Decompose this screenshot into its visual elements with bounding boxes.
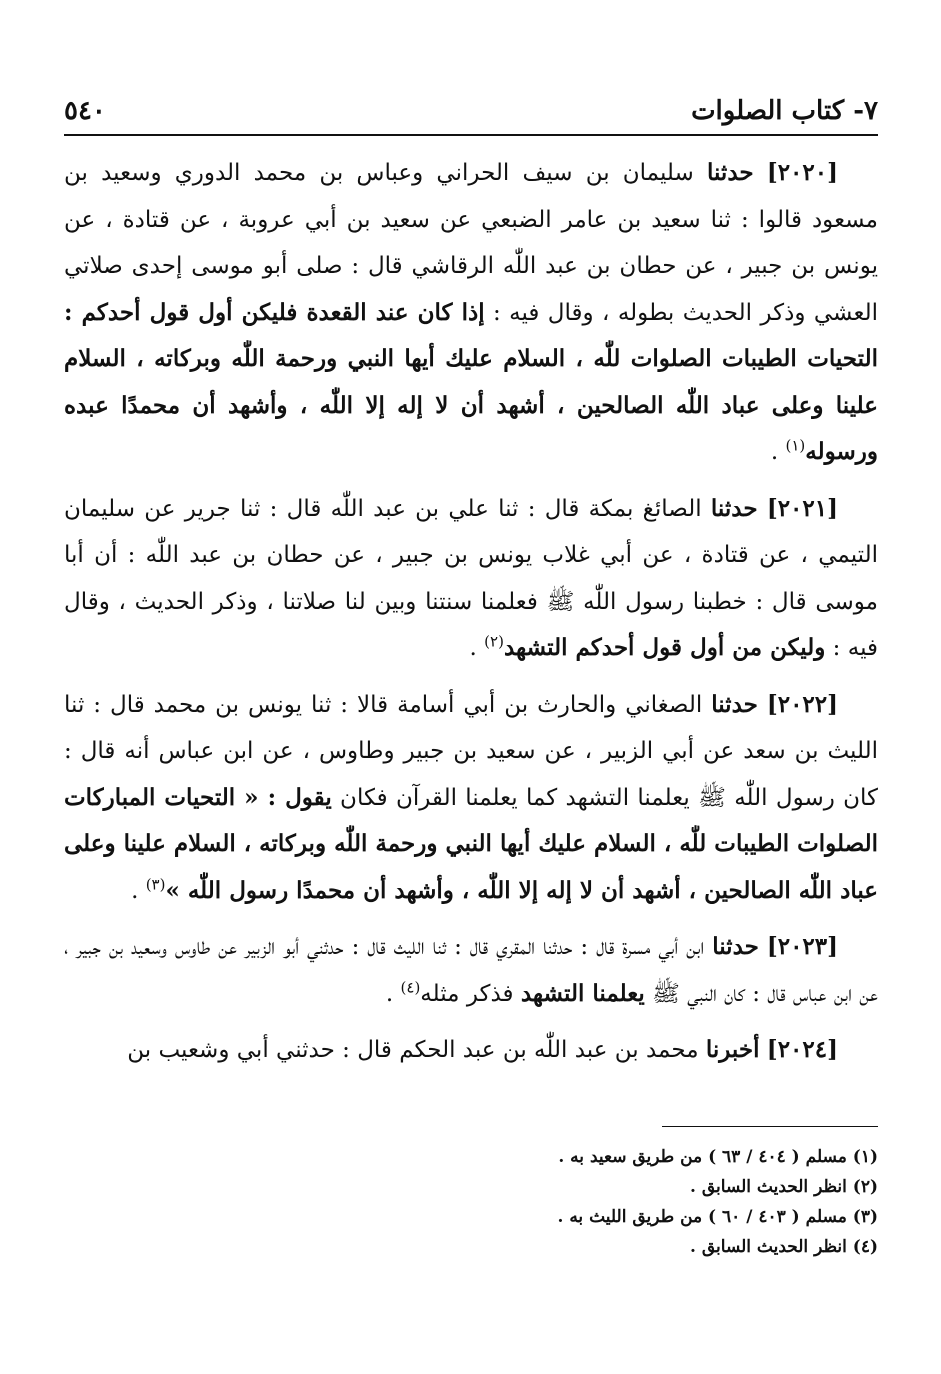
hadith-chain-tail: فذكر مثله: [420, 980, 514, 1007]
hadith-chain: الصائغ بمكة قال : ثنا علي بن عبد اللّٰه قال : ثنا جرير عن سليمان التيمي ، عن قتادة ، عن أبي غلاب يونس بن جبير ، عن حطان بن عبد اللّٰه : أن أبا موسى قال : خطبنا رسول اللّٰه ﷺ فعلمنا سنتنا وبين لنا صلاتنا ، وذكر الحديث ، وقال فيه :: [64, 495, 878, 661]
hadith-2024: [64, 1027, 878, 1074]
hadith-end: .: [770, 439, 786, 465]
footnote-ref[interactable]: (٢): [484, 632, 504, 651]
hadith-end: .: [469, 635, 485, 661]
hadith-end: .: [131, 877, 146, 904]
main-text: [64, 150, 878, 1084]
hadith-lead: أخبرنا: [705, 1036, 760, 1063]
header-divider: [64, 134, 878, 136]
hadith-lead: حدثنا: [710, 494, 758, 522]
hadith-lead: حدثنا: [706, 159, 754, 186]
footnotes: [64, 1142, 878, 1262]
hadith-matn: وليكن من أول قول أحدكم التشهد: [503, 634, 826, 661]
footnote-3: (٣) مسلم ( ٤٠٣ / ٦٠ ) من طريق الليث به .: [557, 1207, 878, 1227]
hadith-number: [٢٠٢٢]: [766, 690, 839, 718]
hadith-2020: [64, 150, 878, 476]
hadith-number: [٢٠٢٤]: [766, 1036, 838, 1063]
hadith-chain: سليمان بن سيف الحراني وعباس بن محمد الدوري وسعيد بن مسعود قالوا : ثنا سعيد بن عامر الضبعي عن سعيد بن أبي عروبة ، عن قتادة ، عن يونس بن جبير ، عن حطان بن عبد اللّٰه الرقاشي قال : صلى أبو موسى إحدى صلاتي العشي وذكر الحديث بطوله ، وقال فيه :: [64, 160, 879, 326]
page-number: ٥٤٠: [64, 96, 106, 126]
hadith-lead: حدثنا: [711, 690, 758, 718]
hadith-2022: [64, 682, 878, 915]
hadith-2021: [64, 486, 878, 672]
hadith-matn: إذا كان عند القعدة فليكن أول قول أحدكم : التحيات الطيبات الصلوات للّٰه ، السلام عليك أيها النبي ورحمة اللّٰه وبركاته ، السلام علينا وعلى عباد اللّٰه الصالحين ، أشهد أن لا إله إلا اللّٰه ، وأشهد أن محمدًا عبده ورسوله: [64, 298, 878, 465]
hadith-number: [٢٠٢١]: [766, 494, 839, 522]
footnote-ref[interactable]: (١): [785, 436, 806, 455]
chapter-title: ٧- كتاب الصلوات: [691, 96, 878, 126]
page-header: [64, 82, 878, 126]
hadith-chain: محمد بن عبد اللّٰه بن عبد الحكم قال : حدثني أبي وشعيب بن: [127, 1037, 699, 1063]
hadith-chain: الصغاني والحارث بن أبي أسامة قالا : ثنا يونس بن محمد قال : ثنا الليث بن سعد عن أبي الزبير ، عن سعيد بن جبير وطاوس ، عن ابن عباس أنه قال : كان رسول اللّٰه ﷺ يعلمنا التشهد كما يعلمنا القرآن فكان: [64, 691, 879, 811]
hadith-lead: حدثنا: [712, 933, 759, 960]
hadith-number: [٢٠٢٣]: [766, 933, 839, 960]
hadith-matn: يعلمنا التشهد: [520, 979, 645, 1007]
hadith-number: [٢٠٢٠]: [766, 159, 839, 186]
footnote-4: (٤) انظر الحديث السابق .: [690, 1237, 878, 1257]
hadith-end: .: [385, 980, 401, 1007]
footnote-ref[interactable]: (٣): [145, 874, 166, 893]
footnote-2: (٢) انظر الحديث السابق .: [690, 1177, 878, 1197]
footnote-divider: [662, 1126, 878, 1127]
hadith-2023: [64, 924, 878, 1017]
hadith-chain: ابن أبي مسرة قال : حدثنا المقري قال : ثنا الليث قال : حدثني أبو الزبير عن طاوس وسعيد بن جبير ، عن ابن عباس قال : كان النبي ﷺ: [64, 934, 878, 1007]
footnote-1: (١) مسلم ( ٤٠٤ / ٦٣ ) من طريق سعيد به .: [558, 1147, 878, 1167]
footnote-ref[interactable]: (٤): [400, 977, 421, 996]
hadith-matn: يقول : « التحيات المباركات الصلوات الطيبات للّٰه ، السلام عليك أيها النبي ورحمة اللّٰه وبركاته ، السلام علينا وعلى عباد اللّٰه الصالحين ، أشهد أن لا إله إلا اللّٰه ، وأشهد أن محمدًا رسول اللّٰه »: [64, 783, 878, 904]
